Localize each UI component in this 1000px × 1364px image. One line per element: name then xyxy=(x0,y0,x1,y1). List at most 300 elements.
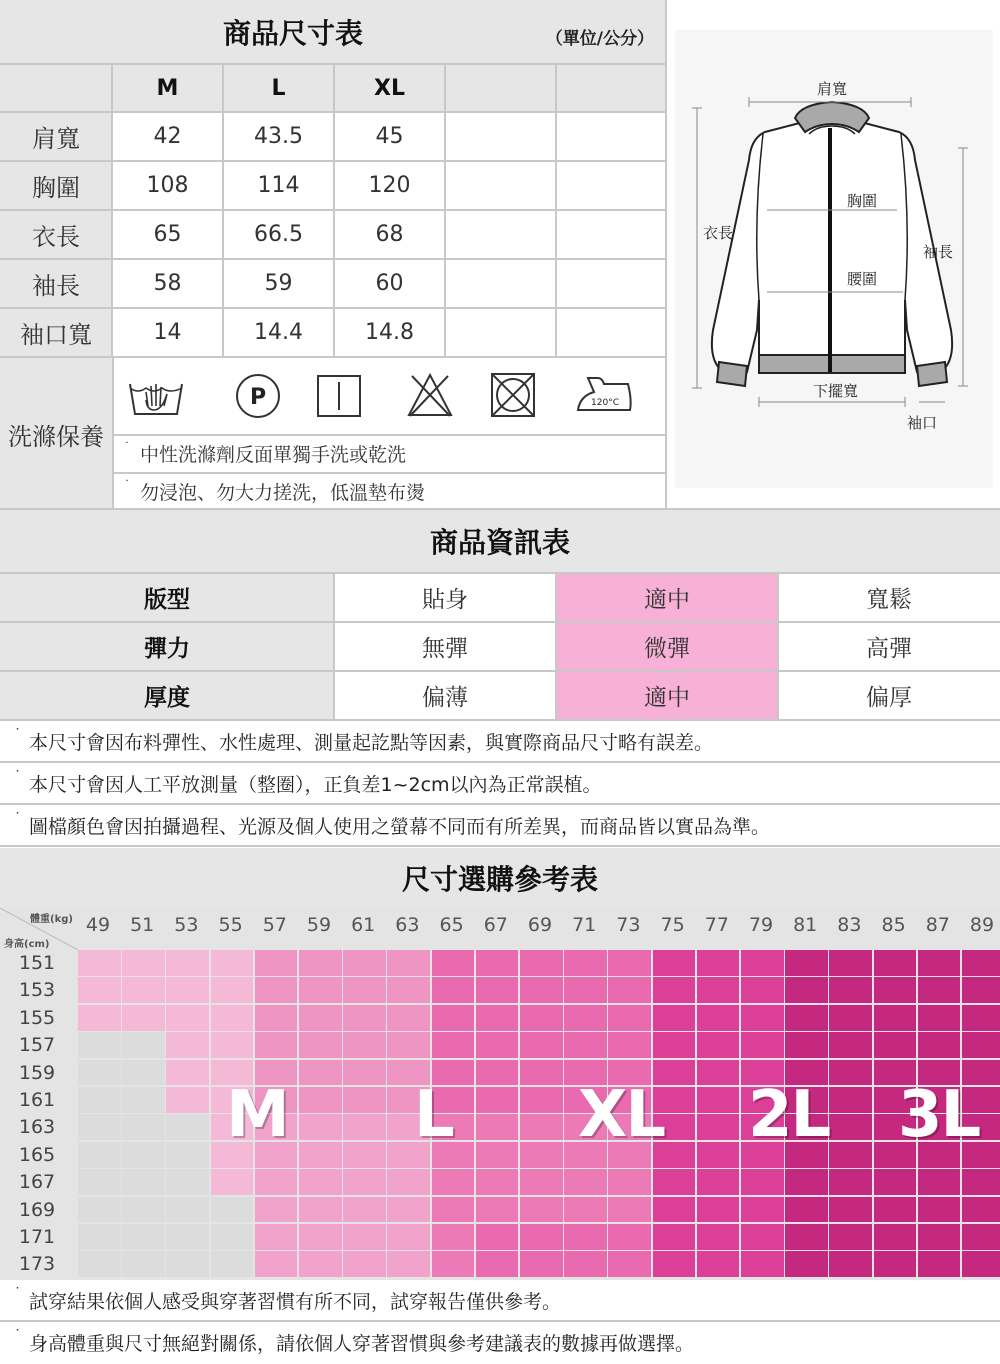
weight-tick: 75 xyxy=(660,914,685,936)
note-bullet: ˙ xyxy=(14,1286,21,1302)
size-row-label: 胸圍 xyxy=(32,174,80,202)
size-value: 114 xyxy=(257,173,300,198)
weight-tick: 79 xyxy=(748,914,774,936)
info-row-label: 版型 xyxy=(144,587,190,613)
waist-label: 腰圍 xyxy=(847,270,878,288)
weight-tick: 77 xyxy=(704,914,729,936)
grid-line xyxy=(0,572,1000,574)
size-value: 60 xyxy=(375,271,404,296)
chart-cell xyxy=(829,1060,872,1086)
grid-line xyxy=(333,572,335,720)
chart-cell xyxy=(653,1032,696,1058)
height-tick: 173 xyxy=(18,1253,56,1276)
height-tick: 163 xyxy=(18,1116,56,1139)
chart-cell xyxy=(299,1197,342,1223)
chart-cell xyxy=(829,1224,872,1250)
chart-cell xyxy=(829,1142,872,1168)
chart-cell xyxy=(299,1005,342,1031)
chart-cell xyxy=(432,1251,475,1277)
chart-cell xyxy=(166,950,209,976)
chart-cell xyxy=(918,1197,961,1223)
chart-cell xyxy=(785,977,828,1003)
chart-cell xyxy=(476,1087,519,1113)
length-label: 衣長 xyxy=(703,224,734,242)
chart-cell xyxy=(166,1224,209,1250)
chart-cell xyxy=(432,1005,475,1031)
chart-cell xyxy=(211,1169,254,1195)
chart-cell xyxy=(874,1197,917,1223)
size-row-label: 衣長 xyxy=(32,223,80,251)
chart-cell xyxy=(741,1005,784,1031)
info-option xyxy=(778,574,1000,621)
size-table-unit: （單位/公分） xyxy=(545,29,654,49)
size-value: 58 xyxy=(153,271,182,296)
info-row-label-cell xyxy=(0,574,334,621)
chart-cell xyxy=(122,1169,165,1195)
chart-cell xyxy=(432,1169,475,1195)
chart-cell xyxy=(697,1197,740,1223)
chart-cell xyxy=(697,1005,740,1031)
chart-cell xyxy=(785,1169,828,1195)
chart-cell xyxy=(741,977,784,1003)
height-tick: 155 xyxy=(18,1006,56,1029)
weight-tick: 57 xyxy=(262,914,287,936)
height-tick: 157 xyxy=(18,1034,56,1057)
info-option-selected xyxy=(556,672,778,719)
size-value: 43.5 xyxy=(254,124,303,149)
size-value-cell xyxy=(445,210,556,259)
info-option-label: 高彈 xyxy=(866,636,912,662)
size-chart-header xyxy=(0,848,1000,908)
chart-cell xyxy=(653,950,696,976)
info-option xyxy=(778,623,1000,670)
note-bullet: ˙ xyxy=(14,769,21,785)
chart-cell xyxy=(122,1224,165,1250)
grid-line xyxy=(444,64,446,358)
chart-cell xyxy=(476,1114,519,1140)
chart-cell xyxy=(343,950,386,976)
chart-cell xyxy=(520,950,563,976)
chart-cell xyxy=(874,1032,917,1058)
chart-cell xyxy=(829,1197,872,1223)
grid-line xyxy=(111,64,113,358)
size-region-label: XL xyxy=(578,1078,665,1152)
size-value-cell xyxy=(112,112,223,161)
chart-cell xyxy=(697,950,740,976)
care-label-cell xyxy=(0,358,112,510)
chart-cell xyxy=(564,1224,607,1250)
info-option xyxy=(334,672,556,719)
chart-cell xyxy=(918,977,961,1003)
chart-cell xyxy=(343,1005,386,1031)
chart-cell xyxy=(918,1032,961,1058)
chart-cell xyxy=(520,1005,563,1031)
chart-cell xyxy=(299,1251,342,1277)
chart-cell xyxy=(785,950,828,976)
chart-cell xyxy=(785,1005,828,1031)
chart-cell xyxy=(299,1224,342,1250)
note-bullet: ˙ xyxy=(14,811,21,827)
info-option-label: 偏薄 xyxy=(422,685,468,711)
chart-cell xyxy=(78,1251,121,1277)
note-bullet: ˙ xyxy=(14,1328,21,1344)
chart-cell xyxy=(343,977,386,1003)
size-column-label: M xyxy=(156,75,179,101)
size-region-label: L xyxy=(414,1078,453,1152)
chart-cell xyxy=(476,977,519,1003)
size-value: 108 xyxy=(146,173,189,198)
size-row-label-cell xyxy=(0,161,112,210)
info-option-selected xyxy=(556,623,778,670)
size-value-cell xyxy=(112,210,223,259)
no-bleach-icon xyxy=(406,372,454,418)
chart-cell xyxy=(166,1197,209,1223)
chart-cell xyxy=(255,1005,298,1031)
size-table-header xyxy=(0,0,666,64)
chart-cell xyxy=(829,1087,872,1113)
chart-cell xyxy=(166,1251,209,1277)
size-value-cell xyxy=(445,161,556,210)
chart-cell xyxy=(122,1005,165,1031)
chart-cell xyxy=(697,1114,740,1140)
chart-cell xyxy=(211,1251,254,1277)
height-tick: 165 xyxy=(18,1143,56,1166)
chart-cell xyxy=(608,1224,651,1250)
chart-cell xyxy=(476,1142,519,1168)
chart-cell xyxy=(387,977,430,1003)
chart-cell xyxy=(255,1169,298,1195)
size-value-cell xyxy=(445,308,556,357)
info-note xyxy=(14,804,994,846)
chart-cell xyxy=(520,1224,563,1250)
chart-cell xyxy=(962,1251,1000,1277)
chart-cell xyxy=(476,1005,519,1031)
size-value-cell xyxy=(445,112,556,161)
chart-cell xyxy=(78,1224,121,1250)
chart-cell xyxy=(829,1005,872,1031)
size-value-cell xyxy=(334,161,445,210)
size-row-label-cell xyxy=(0,259,112,308)
chart-cell xyxy=(299,950,342,976)
chart-cell xyxy=(299,977,342,1003)
chart-cell xyxy=(741,1224,784,1250)
size-value-cell xyxy=(556,112,667,161)
chart-cell xyxy=(564,1005,607,1031)
chart-cell xyxy=(299,1142,342,1168)
chart-cell xyxy=(343,1060,386,1086)
info-option-label: 貼身 xyxy=(422,587,468,613)
weight-tick: 87 xyxy=(925,914,950,936)
chart-cell xyxy=(387,1005,430,1031)
no-tumble-dry-icon xyxy=(490,372,536,418)
chart-cell xyxy=(211,1224,254,1250)
chart-cell xyxy=(166,1005,209,1031)
chart-cell xyxy=(78,1114,121,1140)
height-axis-label: 身高(cm) xyxy=(4,939,50,950)
chart-cell xyxy=(122,1142,165,1168)
size-column-header xyxy=(223,64,334,112)
chart-cell xyxy=(343,1169,386,1195)
info-table-title: 商品資訊表 xyxy=(429,526,570,559)
chart-cell xyxy=(343,1251,386,1277)
chest-label: 胸圍 xyxy=(847,192,878,210)
chart-cell xyxy=(564,1251,607,1277)
size-column-header xyxy=(112,64,223,112)
weight-tick: 85 xyxy=(881,914,906,936)
height-tick: 153 xyxy=(18,979,56,1002)
chart-cell xyxy=(785,1032,828,1058)
chart-cell xyxy=(476,1224,519,1250)
info-row-label-cell xyxy=(0,672,334,719)
shoulder-label: 肩寬 xyxy=(817,80,848,98)
chart-cell xyxy=(78,1142,121,1168)
chart-cell xyxy=(829,1251,872,1277)
note-text: 本尺寸會因人工平放測量（整圈），正負差1~2cm以內為正常誤植。 xyxy=(29,773,602,796)
chart-cell xyxy=(741,950,784,976)
size-row-label-cell xyxy=(0,210,112,259)
chart-cell xyxy=(78,950,121,976)
grid-line xyxy=(555,64,557,358)
size-row-label: 袖口寬 xyxy=(20,321,92,349)
chart-cell xyxy=(608,977,651,1003)
chart-cell xyxy=(255,950,298,976)
chart-cell xyxy=(520,1032,563,1058)
size-value: 68 xyxy=(375,222,404,247)
chart-cell xyxy=(697,977,740,1003)
chart-cell xyxy=(564,977,607,1003)
chart-cell xyxy=(166,1060,209,1086)
chart-cell xyxy=(520,1169,563,1195)
chart-cell xyxy=(608,950,651,976)
care-note-2: ˙ 勿浸泡、勿大力搓洗，低溫墊布燙 xyxy=(124,478,426,504)
chart-cell xyxy=(122,1060,165,1086)
chart-cell xyxy=(78,1197,121,1223)
chart-cell xyxy=(122,1197,165,1223)
size-value: 59 xyxy=(264,271,293,296)
height-tick: 171 xyxy=(18,1226,56,1248)
info-note xyxy=(14,720,994,762)
chart-cell xyxy=(387,1169,430,1195)
chart-cell xyxy=(211,1005,254,1031)
chart-cell xyxy=(476,1060,519,1086)
chart-cell xyxy=(653,1251,696,1277)
chart-cell xyxy=(432,1224,475,1250)
weight-tick: 63 xyxy=(395,914,420,936)
size-value: 14 xyxy=(153,320,182,345)
size-chart-note xyxy=(14,1322,994,1362)
dry-clean-p-icon xyxy=(234,372,282,420)
chart-cell xyxy=(962,1224,1000,1250)
chart-cell xyxy=(874,1169,917,1195)
info-note xyxy=(14,762,994,804)
chart-cell xyxy=(476,950,519,976)
iron-temp-label: 120°C xyxy=(591,398,619,408)
note-text: 圖檔顏色會因拍攝過程、光源及個人使用之螢幕不同而有所差異，而商品皆以實品為準。 xyxy=(29,815,771,838)
chart-cell xyxy=(741,1032,784,1058)
chart-cell xyxy=(697,1087,740,1113)
chart-cell xyxy=(874,1005,917,1031)
size-value-cell xyxy=(223,112,334,161)
chart-cell xyxy=(653,1224,696,1250)
chart-cell xyxy=(78,1005,121,1031)
note-text: 身高體重與尺寸無絕對關係，請依個人穿著習慣與參考建議表的數據再做選擇。 xyxy=(29,1332,695,1355)
chart-cell xyxy=(476,1032,519,1058)
chart-cell xyxy=(299,1060,342,1086)
info-row-label: 彈力 xyxy=(144,636,190,662)
chart-cell xyxy=(653,977,696,1003)
grid-line xyxy=(777,572,779,720)
sleeve-label: 袖長 xyxy=(923,243,954,261)
chart-cell xyxy=(166,1087,209,1113)
chart-cell xyxy=(343,1224,386,1250)
size-row-label-cell xyxy=(0,112,112,161)
care-label: 洗滌保養 xyxy=(8,422,104,451)
chart-cell xyxy=(166,1169,209,1195)
info-option-label: 適中 xyxy=(644,685,690,711)
size-chart-note xyxy=(14,1280,994,1320)
size-value-cell xyxy=(556,161,667,210)
size-value-cell xyxy=(334,259,445,308)
axis-corner-divider xyxy=(0,908,78,950)
chart-cell xyxy=(608,1251,651,1277)
chart-cell xyxy=(343,1032,386,1058)
size-column-label: L xyxy=(271,75,286,101)
size-value-cell xyxy=(556,210,667,259)
chart-cell xyxy=(697,1224,740,1250)
line-dry-icon xyxy=(316,374,362,418)
chart-cell xyxy=(918,950,961,976)
size-row-label: 袖長 xyxy=(32,272,80,300)
cuff-label: 袖口 xyxy=(907,414,938,432)
grid-line xyxy=(222,64,224,358)
size-value-cell xyxy=(445,259,556,308)
chart-cell xyxy=(564,1169,607,1195)
size-value: 65 xyxy=(153,222,182,247)
grid-line xyxy=(0,845,1000,847)
hem-label: 下擺寬 xyxy=(813,382,859,400)
chart-cell xyxy=(697,1032,740,1058)
chart-cell xyxy=(122,1087,165,1113)
chart-cell xyxy=(299,1032,342,1058)
grid-line xyxy=(555,572,557,720)
chart-cell xyxy=(697,1169,740,1195)
chart-cell xyxy=(387,1251,430,1277)
weight-tick: 69 xyxy=(527,914,553,936)
chart-cell xyxy=(741,1251,784,1277)
chart-cell xyxy=(211,1032,254,1058)
chart-cell xyxy=(211,977,254,1003)
chart-cell xyxy=(918,1251,961,1277)
chart-cell xyxy=(343,1114,386,1140)
weight-tick: 83 xyxy=(837,914,862,936)
info-option xyxy=(334,574,556,621)
note-bullet: ˙ xyxy=(14,727,21,743)
chart-cell xyxy=(962,1032,1000,1058)
care-icons-row xyxy=(112,358,666,434)
chart-cell xyxy=(211,950,254,976)
chart-cell xyxy=(520,1142,563,1168)
size-value-cell xyxy=(556,308,667,357)
size-value: 42 xyxy=(153,124,182,149)
info-option xyxy=(334,623,556,670)
chart-cell xyxy=(122,950,165,976)
size-value: 14.8 xyxy=(365,320,414,345)
hand-wash-icon xyxy=(126,370,186,420)
info-option-label: 無彈 xyxy=(422,636,468,662)
size-column-header xyxy=(334,64,445,112)
chart-cell xyxy=(697,1251,740,1277)
chart-cell xyxy=(564,1197,607,1223)
size-region-label: 2L xyxy=(748,1078,830,1152)
chart-cell xyxy=(122,1251,165,1277)
chart-cell xyxy=(520,1060,563,1086)
chart-cell xyxy=(962,1169,1000,1195)
weight-tick: 55 xyxy=(218,914,243,936)
chart-cell xyxy=(829,950,872,976)
weight-tick: 65 xyxy=(439,914,464,936)
note-text: 試穿結果依個人感受與穿著習慣有所不同，試穿報告僅供參考。 xyxy=(29,1290,562,1313)
chart-cell xyxy=(476,1169,519,1195)
chart-cell xyxy=(78,1087,121,1113)
jacket-diagram xyxy=(667,0,1000,508)
chart-cell xyxy=(962,977,1000,1003)
size-value-cell xyxy=(112,259,223,308)
size-region-label: M xyxy=(226,1078,288,1152)
chart-cell xyxy=(432,950,475,976)
chart-cell xyxy=(520,1197,563,1223)
chart-cell xyxy=(255,1197,298,1223)
chart-cell xyxy=(299,1087,342,1113)
chart-cell xyxy=(520,1114,563,1140)
info-option-label: 微彈 xyxy=(644,636,690,662)
chart-cell xyxy=(211,1197,254,1223)
care-note-1: ˙ 中性洗滌劑反面單獨手洗或乾洗 xyxy=(124,440,407,466)
chart-cell xyxy=(918,1224,961,1250)
height-tick: 151 xyxy=(18,952,56,974)
weight-tick: 73 xyxy=(616,914,641,936)
chart-cell xyxy=(785,1197,828,1223)
chart-cell xyxy=(697,1142,740,1168)
chart-cell xyxy=(653,1005,696,1031)
chart-cell xyxy=(874,1224,917,1250)
weight-tick: 51 xyxy=(130,914,155,936)
size-value-cell xyxy=(112,308,223,357)
size-table-title: 商品尺寸表 xyxy=(222,17,363,50)
size-region-label: 3L xyxy=(898,1078,980,1152)
info-table-header xyxy=(0,510,1000,572)
chart-cell xyxy=(122,977,165,1003)
chart-cell xyxy=(874,977,917,1003)
chart-cell xyxy=(874,1251,917,1277)
size-row-label-cell xyxy=(0,308,112,357)
chart-cell xyxy=(874,950,917,976)
iron-120c-icon xyxy=(574,370,634,418)
chart-cell xyxy=(962,1197,1000,1223)
chart-cell xyxy=(785,1251,828,1277)
chart-cell xyxy=(78,1032,121,1058)
chart-cell xyxy=(387,1224,430,1250)
chart-cell xyxy=(962,1005,1000,1031)
chart-cell xyxy=(564,950,607,976)
chart-cell xyxy=(78,1169,121,1195)
chart-cell xyxy=(653,1169,696,1195)
chart-cell xyxy=(608,1032,651,1058)
chart-cell xyxy=(299,1169,342,1195)
size-value-cell xyxy=(223,210,334,259)
size-value-cell xyxy=(223,161,334,210)
size-chart-title: 尺寸選購參考表 xyxy=(401,863,598,896)
chart-cell xyxy=(520,1087,563,1113)
